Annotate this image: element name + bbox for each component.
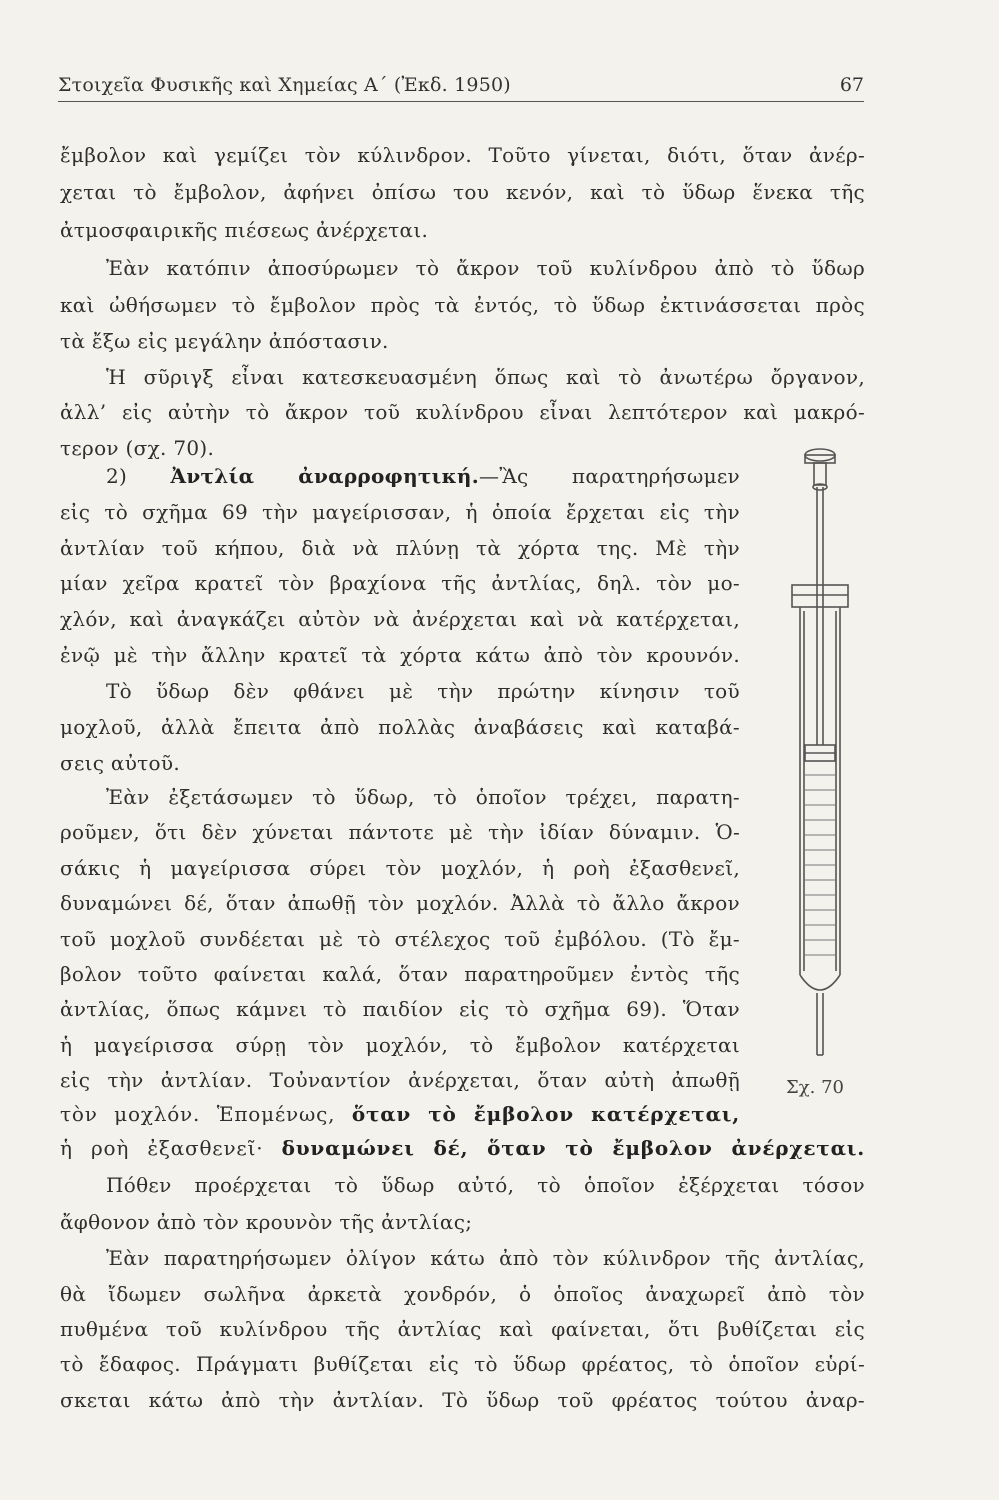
text-line: πυθμένα τοῦ κυλίνδρου τῆς ἀντλίας καὶ φαίνεται, ὅτι βυθίζεται εἰς [60, 1317, 865, 1341]
text-line: Ἐὰν κατόπιν ἀποσύρωμεν τὸ ἄκρον τοῦ κυλίνδρου ἀπὸ τὸ ὕδωρ [106, 256, 865, 280]
text-line: μοχλοῦ, ἀλλὰ ἔπειτα ἀπὸ πολλὰς ἀναβάσεις καὶ καταβά- [60, 715, 740, 739]
header-rule [58, 101, 864, 102]
text-line: ἄφθονον ἀπὸ τὸν κρουνὸν τῆς ἀντλίας; [60, 1210, 473, 1234]
text-line: τὸ ἔδαφος. Πράγματι βυθίζεται εἰς τὸ ὕδωρ φρέατος, τὸ ὁποῖον εὑρί- [60, 1352, 865, 1376]
text-line: Τὸ ὕδωρ δὲν φθάνει μὲ τὴν πρώτην κίνησιν τοῦ [106, 679, 740, 703]
text-line: τοῦ μοχλοῦ συνδέεται μὲ τὸ στέλεχος τοῦ ἐμβόλου. (Τὸ ἔμ- [60, 927, 740, 951]
text-line: χεται τὸ ἔμβολον, ἀφήνει ὀπίσω του κενόν, καὶ τὸ ὕδωρ ἕνεκα τῆς [60, 180, 865, 204]
text-line: ἀλλ’ εἰς αὐτὴν τὸ ἄκρον τοῦ κυλίνδρου εἶναι λεπτότερον καὶ μακρό- [60, 400, 865, 424]
section-heading-line [106, 464, 740, 488]
text-line: καὶ ὠθήσωμεν τὸ ἔμβολον πρὸς τὰ ἐντός, τὸ ὕδωρ ἐκτινάσσεται πρὸς [60, 293, 865, 317]
text-line: χλόν, καὶ ἀναγκάζει αὐτὸν νὰ ἀνέρχεται καὶ νὰ κατέρχεται, [60, 607, 740, 631]
text-line: Ἐὰν ἐξετάσωμεν τὸ ὕδωρ, τὸ ὁποῖον τρέχει, παρατη- [106, 785, 740, 809]
text-line: ἀτμοσφαιρικῆς πιέσεως ἀνέρχεται. [60, 218, 429, 242]
emphasis: δυναμώνει δέ, ὅταν τὸ ἔμβολον ἀνέρχεται. [281, 1136, 865, 1160]
text-line: μίαν χεῖρα κρατεῖ τὸν βραχίονα τῆς ἀντλίας, δηλ. τὸν μο- [60, 571, 740, 595]
text-line: θὰ ἴδωμεν σωλῆνα ἀρκετὰ χονδρόν, ὁ ὁποῖος ἀναχωρεῖ ἀπὸ τὸν [60, 1282, 865, 1306]
header-title: Στοιχεῖα Φυσικῆς καὶ Χημείας Α΄ (Ἐκδ. 1950) [58, 74, 511, 96]
emphasis: ὅταν τὸ ἔμβολον κατέρχεται, [351, 1102, 740, 1126]
text-line: βολον τοῦτο φαίνεται καλά, ὅταν παρατηροῦμεν ἐντὸς τῆς [60, 962, 740, 986]
text-line: Ἐὰν παρατηρήσωμεν ὀλίγον κάτω ἀπὸ τὸν κύλινδρον τῆς ἀντλίας, [106, 1246, 865, 1270]
text-line: ἔμβολον καὶ γεμίζει τὸν κύλινδρον. Τοῦτο γίνεται, διότι, ὅταν ἀνέρ- [60, 143, 865, 167]
running-header [58, 70, 864, 102]
text-line: ἡ ροὴ ἐξασθενεῖ· δυναμώνει δέ, ὅταν τὸ ἔμβολον ἀνέρχεται. [60, 1136, 865, 1160]
text-line: δυναμώνει δέ, ὅταν ἀπωθῇ τὸν μοχλόν. Ἀλλὰ τὸ ἄλλο ἄκρον [60, 891, 740, 915]
text-line: ἐνῷ μὲ τὴν ἄλλην κρατεῖ τὰ χόρτα κάτω ἀπὸ τὸν κρουνόν. [60, 643, 740, 667]
text-line: εἰς τὸ σχῆμα 69 τὴν μαγείρισσαν, ἡ ὁποία ἔρχεται εἰς τὴν [60, 500, 740, 524]
text-line: Πόθεν προέρχεται τὸ ὕδωρ αὐτό, τὸ ὁποῖον ἐξέρχεται τόσον [106, 1173, 865, 1197]
section-heading-text: 2) Ἀντλία ἀναρροφητική.—Ἂς παρατηρήσωμεν [106, 464, 740, 488]
text-line: ἡ μαγείρισσα σύρῃ τὸν μοχλόν, τὸ ἔμβολον κατέρχεται [60, 1033, 740, 1057]
text-line: τὰ ἔξω εἰς μεγάλην ἀπόστασιν. [60, 329, 389, 353]
syringe-figure [770, 445, 870, 1065]
text-line: εἰς τὴν ἀντλίαν. Τοὐναντίον ἀνέρχεται, ὅταν αὐτὴ ἀπωθῇ [60, 1068, 740, 1092]
text-line: σάκις ἡ μαγείρισσα σύρει τὸν μοχλόν, ἡ ροὴ ἐξασθενεῖ, [60, 856, 740, 880]
text-line: ροῦμεν, ὅτι δὲν χύνεται πάντοτε μὲ τὴν ἰδίαν δύναμιν. Ὁ- [60, 820, 740, 844]
syringe-icon [770, 445, 870, 1065]
text-line: Ἡ σῦριγξ εἶναι κατεσκευασμένη ὅπως καὶ τὸ ἀνωτέρω ὄργανον, [106, 365, 865, 389]
text-line: σκεται κάτω ἀπὸ τὴν ἀντλίαν. Τὸ ὕδωρ τοῦ φρέατος τούτου ἀναρ- [60, 1388, 865, 1412]
text-line: ἀντλίαν τοῦ κήπου, διὰ νὰ πλύνῃ τὰ χόρτα της. Μὲ τὴν [60, 536, 740, 560]
text-line: τερον (σχ. 70). [60, 436, 215, 460]
text-line: ἀντλίας, ὅπως κάμνει τὸ παιδίον εἰς τὸ σχῆμα 69). Ὅταν [60, 997, 740, 1021]
page-number: 67 [839, 74, 864, 96]
figure-caption: Σχ. 70 [786, 1077, 844, 1098]
text-line: σεις αὐτοῦ. [60, 751, 180, 775]
section-heading: Ἀντλία ἀναρροφητική. [170, 464, 480, 488]
text-line: τὸν μοχλόν. Ἑπομένως, ὅταν τὸ ἔμβολον κατέρχεται, [60, 1102, 740, 1126]
